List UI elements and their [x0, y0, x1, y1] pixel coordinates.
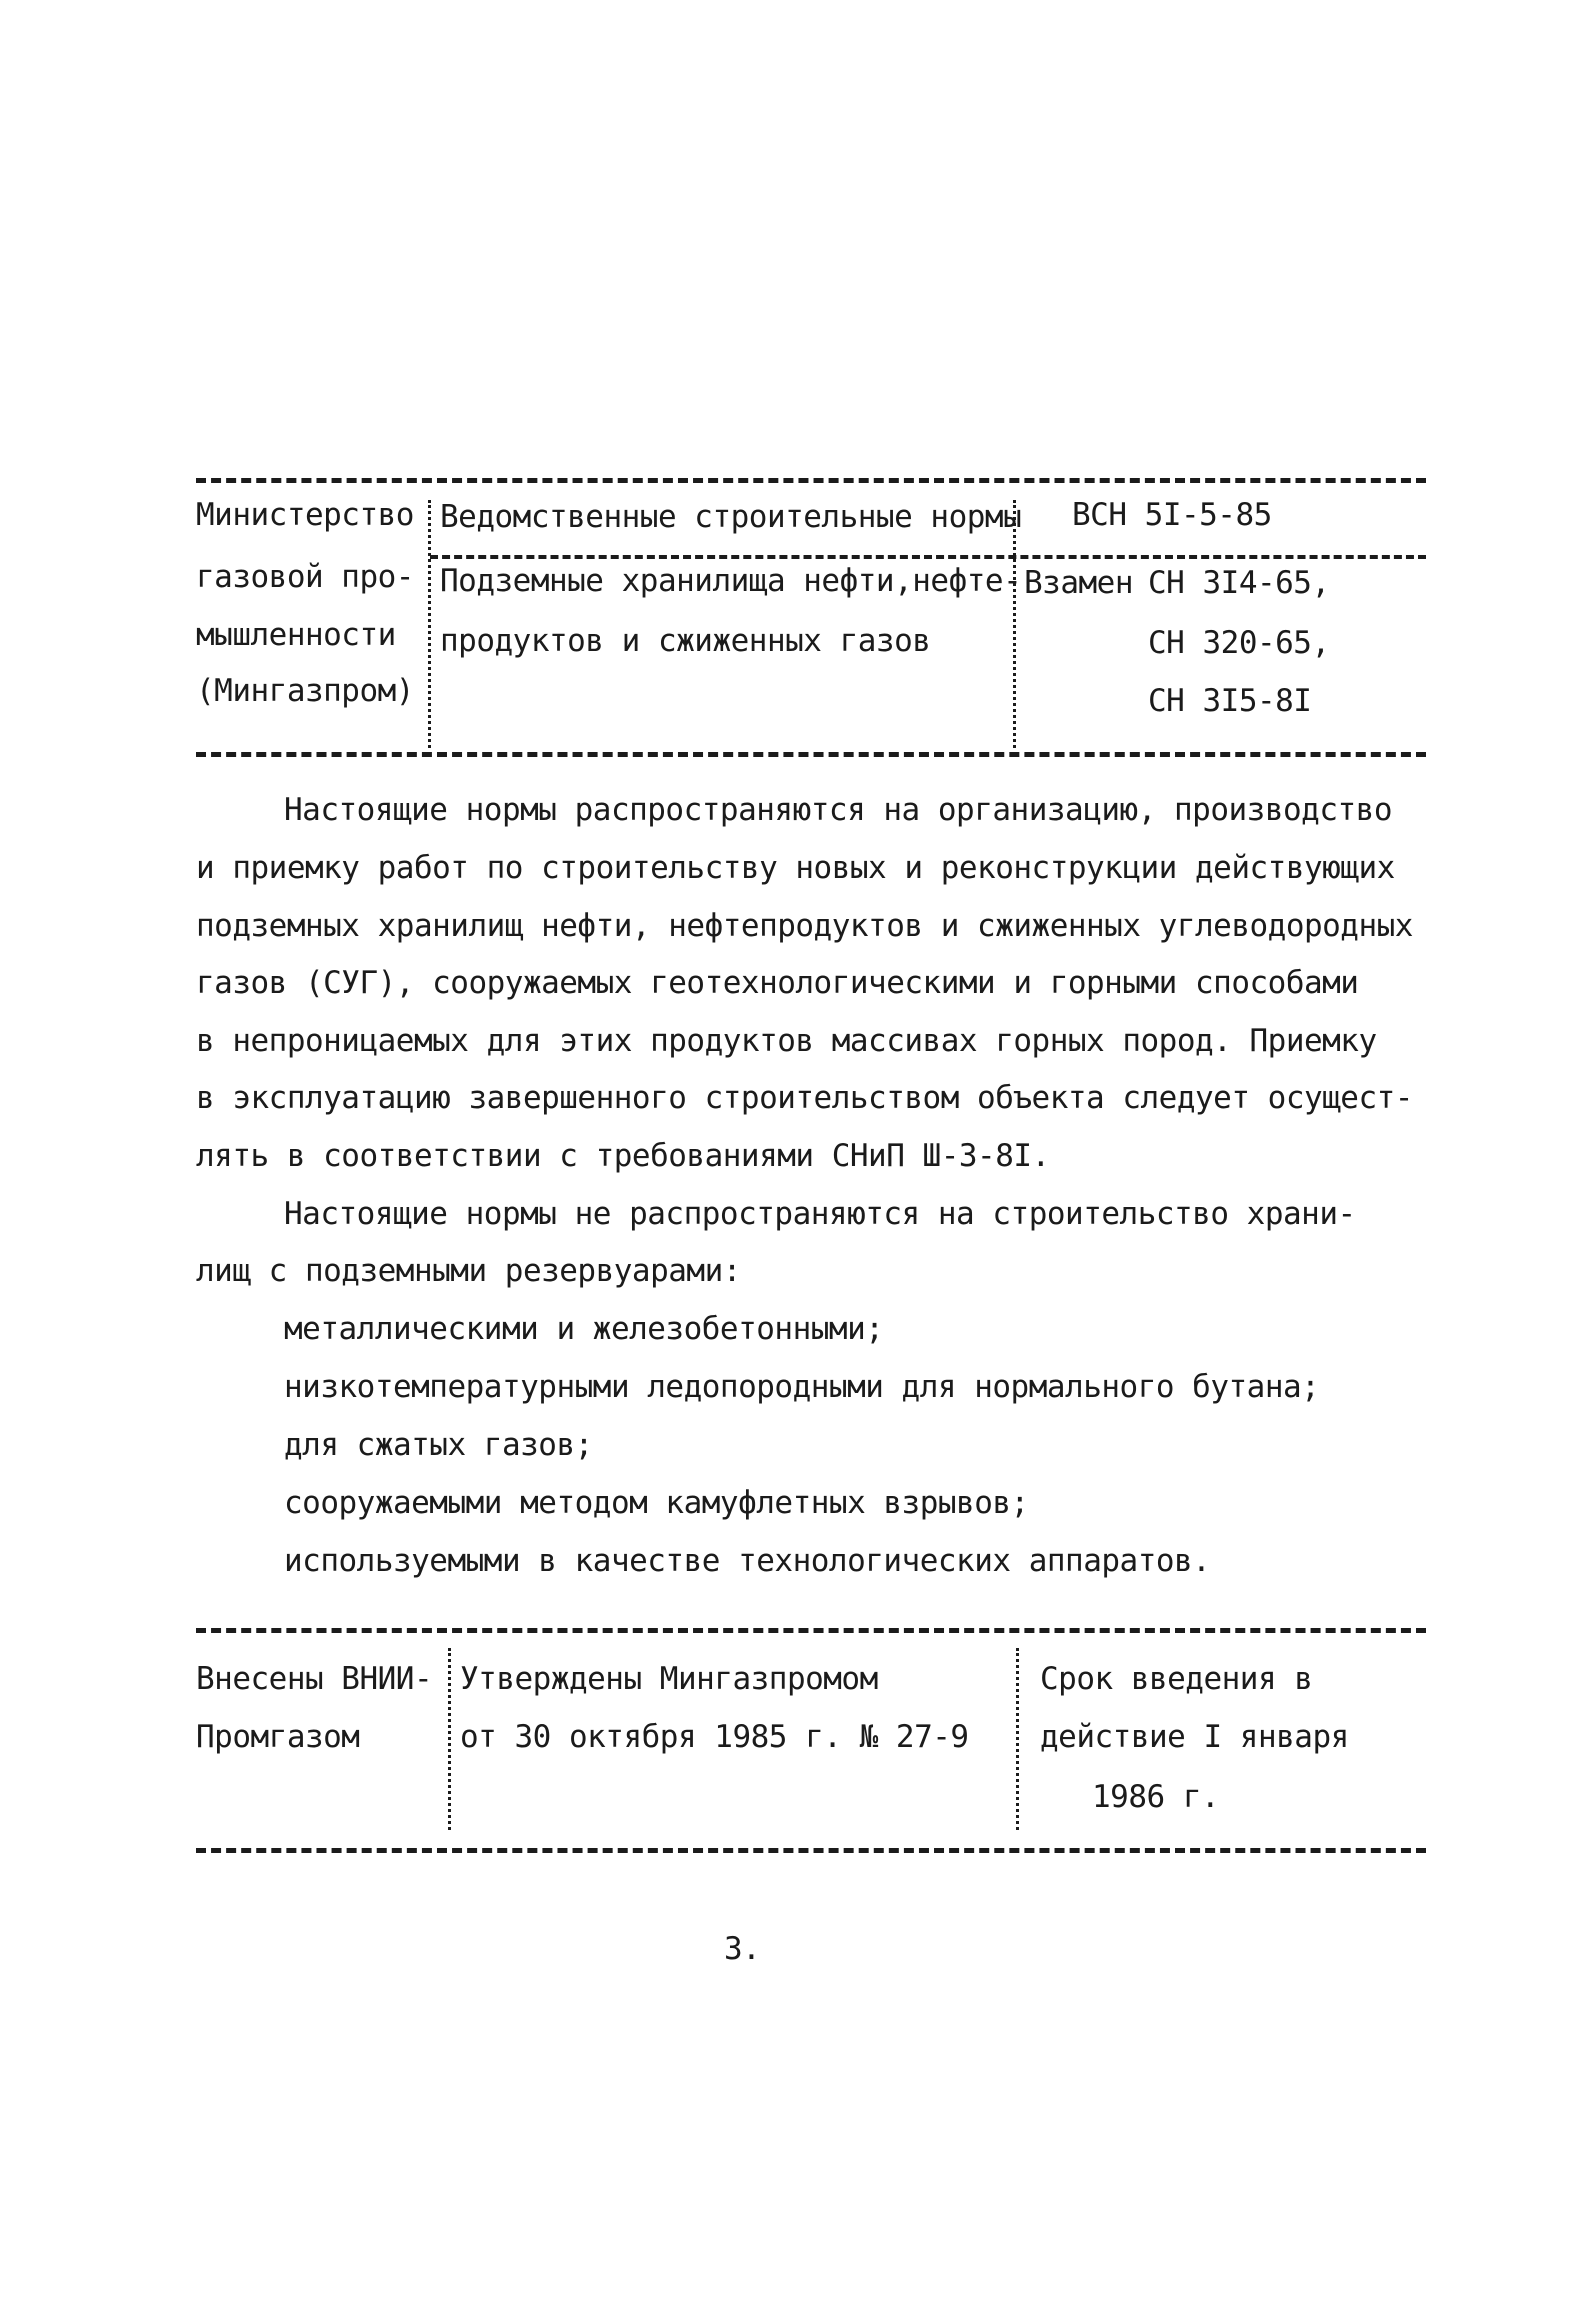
- header-divider-left: [428, 500, 431, 748]
- norms-code: ВСН 5I-5-85: [1072, 497, 1272, 533]
- effective-line-3: 1986 г.: [1092, 1779, 1220, 1815]
- header-inner-rule: [430, 555, 1426, 559]
- paragraph1-line-3: подземных хранилищ нефти, нефтепродуктов и сжиженных углеводородных: [196, 908, 1413, 944]
- replaces-line-3: СН 3I5-8I: [1148, 683, 1312, 719]
- approved-line-2: от 30 октября 1985 г. № 27-9: [460, 1719, 969, 1755]
- replaces-line-2: СН 320-65,: [1148, 625, 1330, 661]
- header-top-rule: [196, 478, 1426, 483]
- effective-line-2: действие I января: [1040, 1719, 1349, 1755]
- paragraph2-line-2: лищ с подземными резервуарами:: [196, 1253, 741, 1289]
- footer-top-rule: [196, 1628, 1426, 1633]
- org-line-4: (Мингазпром): [196, 673, 414, 709]
- paragraph1-line-1: Настоящие нормы распространяются на организацию, производство: [284, 792, 1392, 828]
- introduced-line-1: Внесены ВНИИ-: [196, 1661, 433, 1697]
- approved-line-1: Утверждены Мингазпромом: [460, 1661, 878, 1697]
- title-line-1: Подземные хранилища нефти,нефте-: [440, 563, 1022, 599]
- list-item-1: металлическими и железобетонными;: [284, 1311, 884, 1347]
- paragraph1-line-2: и приемку работ по строительству новых и реконструкции действующих: [196, 850, 1395, 886]
- title-line-2: продуктов и сжиженных газов: [440, 623, 931, 659]
- list-item-3: для сжатых газов;: [284, 1427, 593, 1463]
- paragraph1-line-5: в непроницаемых для этих продуктов массивах горных пород. Приемку: [196, 1023, 1377, 1059]
- paragraph1-line-7: лять в соответствии с требованиями СНиП Ш-3-8I.: [196, 1138, 1050, 1174]
- replaces-line-1: СН 3I4-65,: [1148, 565, 1330, 601]
- paragraph1-line-6: в эксплуатацию завершенного строительством объекта следует осущест-: [196, 1080, 1413, 1116]
- footer-bottom-rule: [196, 1848, 1426, 1853]
- norms-type: Ведомственные строительные нормы: [440, 499, 1022, 535]
- footer-divider-left: [448, 1648, 451, 1830]
- header-divider-right: [1013, 500, 1016, 748]
- replaces-label: Взамен: [1024, 565, 1133, 601]
- org-line-2: газовой про-: [196, 559, 414, 595]
- header-bottom-rule: [196, 752, 1426, 757]
- effective-line-1: Срок введения в: [1040, 1661, 1313, 1697]
- paragraph2-line-1: Настоящие нормы не распространяются на строительство храни-: [284, 1196, 1356, 1232]
- footer-divider-right: [1016, 1648, 1019, 1830]
- org-line-1: Министерство: [196, 497, 414, 533]
- page-number: 3.: [724, 1931, 761, 1967]
- introduced-line-2: Промгазом: [196, 1719, 360, 1755]
- list-item-2: низкотемпературными ледопородными для нормального бутана;: [284, 1369, 1320, 1405]
- paragraph1-line-4: газов (СУГ), сооружаемых геотехнологическими и горными способами: [196, 965, 1359, 1001]
- list-item-4: сооружаемыми методом камуфлетных взрывов;: [284, 1485, 1029, 1521]
- org-line-3: мышленности: [196, 617, 396, 653]
- list-item-5: используемыми в качестве технологических аппаратов.: [284, 1543, 1211, 1579]
